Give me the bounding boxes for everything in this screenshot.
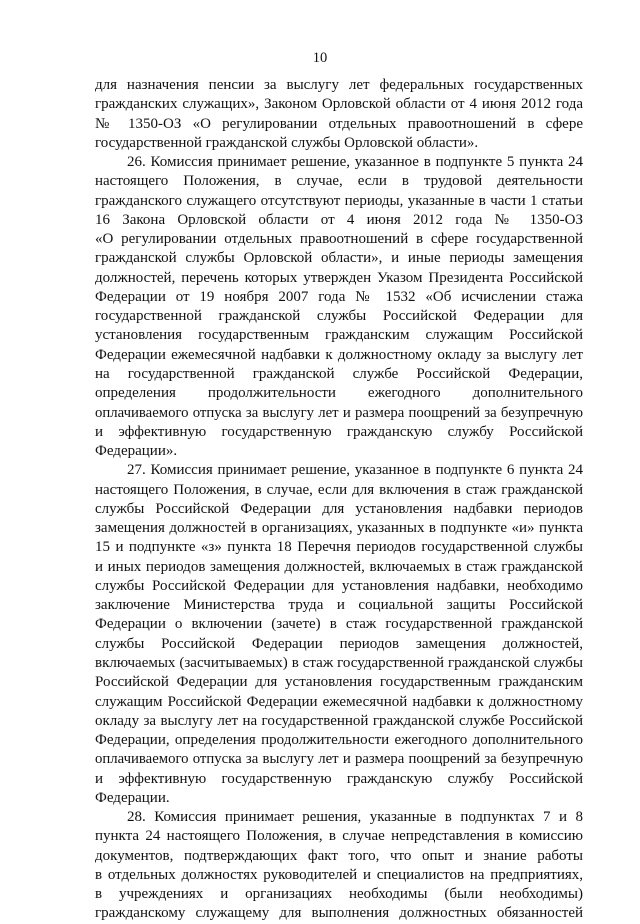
text-line: службы Российской Федерации периодов замещения должностей,: [95, 635, 583, 652]
text-line: Федерации ежемесячной надбавки к должностному окладу за выслугу лет: [95, 346, 583, 363]
text-line: государственной гражданской службы Орловской области».: [95, 134, 479, 151]
text-line: 16 Закона Орловской области от 4 июня 2012 года № 1350-ОЗ: [95, 211, 583, 228]
text-line: Федерации от 19 ноября 2007 года № 1532 «Об исчислении стажа: [95, 288, 583, 305]
text-line: установления государственным гражданским служащим Российской: [95, 327, 583, 344]
text-line: Федерации о включении (зачете) в стаж государственной гражданской: [95, 616, 583, 633]
text-line: гражданской службы Орловской области», и иные периоды замещения: [95, 250, 583, 267]
text-line: заключение Министерства труда и социальной защиты Российской: [95, 597, 583, 614]
text-line: 26. Комиссия принимает решение, указанное в подпункте 5 пункта 24: [127, 154, 583, 171]
text-line: пункта 24 настоящего Положения, в случае непредставления в комиссию: [95, 828, 583, 845]
text-line: гражданскому служащему для выполнения должностных обязанностей: [95, 905, 583, 922]
page-number: 10: [312, 50, 328, 66]
text-line: службы Российской Федерации для установления надбавки периодов: [95, 500, 583, 517]
text-line: Федерации.: [95, 789, 170, 806]
text-line: Федерации, определения продолжительности ежегодного дополнительного: [95, 732, 583, 749]
text-line: гражданского служащего отсутствуют периоды, указанные в части 1 статьи: [95, 192, 583, 209]
text-line: службы Российской Федерации для установления надбавки, необходимо: [95, 577, 583, 594]
text-line: на государственной гражданской службе Российской Федерации,: [95, 365, 583, 382]
text-line: окладу за выслугу лет на государственной гражданской службе Российской: [95, 712, 583, 729]
text-line: в учреждениях и организациях необходимы (были необходимы): [95, 886, 583, 903]
text-line: для назначения пенсии за выслугу лет федеральных государственных: [95, 77, 583, 93]
text-line: служащим Российской Федерации ежемесячной надбавки к должностному: [95, 693, 583, 710]
text-line: Российской Федерации для установления государственным гражданским: [95, 674, 583, 691]
text-line: оплачиваемого отпуска за выслугу лет и размера поощрений за безупречную: [95, 404, 583, 421]
text-line: 15 и подпункте «з» пункта 18 Перечня периодов государственной службы: [95, 539, 583, 556]
text-line: 27. Комиссия принимает решение, указанное в подпункте 6 пункта 24: [127, 462, 583, 479]
text-line: настоящего Положения, в случае, если в трудовой деятельности: [95, 173, 583, 190]
text-line: и эффективную государственную гражданскую службу Российской: [95, 770, 583, 787]
text-line: и эффективную государственную гражданскую службу Российской: [95, 423, 583, 440]
text-line: Федерации».: [95, 443, 178, 460]
text-line: замещения должностей в организациях, указанных в подпункте «и» пункта: [95, 520, 583, 537]
text-line: и иных периодов замещения должностей, включаемых в стаж гражданской: [95, 558, 583, 575]
text-line: документов, подтверждающих факт того, что опыт и знание работы: [95, 847, 583, 864]
text-line: определения продолжительности ежегодного дополнительного: [95, 385, 583, 402]
text-line: должностей, перечень которых утвержден Указом Президента Российской: [95, 269, 583, 286]
text-line: в отдельных должностях руководителей и специалистов на предприятиях,: [95, 866, 583, 883]
text-line: государственной гражданской службы Российской Федерации для: [95, 308, 583, 325]
text-line: № 1350-ОЗ «О регулировании отдельных правоотношений в сфере: [95, 115, 583, 132]
text-line: «О регулировании отдельных правоотношений в сфере государственной: [95, 231, 583, 248]
text-line: 28. Комиссия принимает решения, указанные в подпунктах 7 и 8: [127, 809, 583, 826]
text-line: гражданских служащих», Законом Орловской области от 4 июня 2012 года: [95, 96, 583, 113]
text-line: включаемых (засчитываемых) в стаж государственной гражданской службы: [95, 654, 583, 671]
document-body: [95, 76, 583, 924]
text-line: настоящего Положения, в случае, если для включения в стаж гражданской: [95, 481, 583, 498]
text-line: оплачиваемого отпуска за выслугу лет и размера поощрений за безупречную: [95, 751, 583, 768]
